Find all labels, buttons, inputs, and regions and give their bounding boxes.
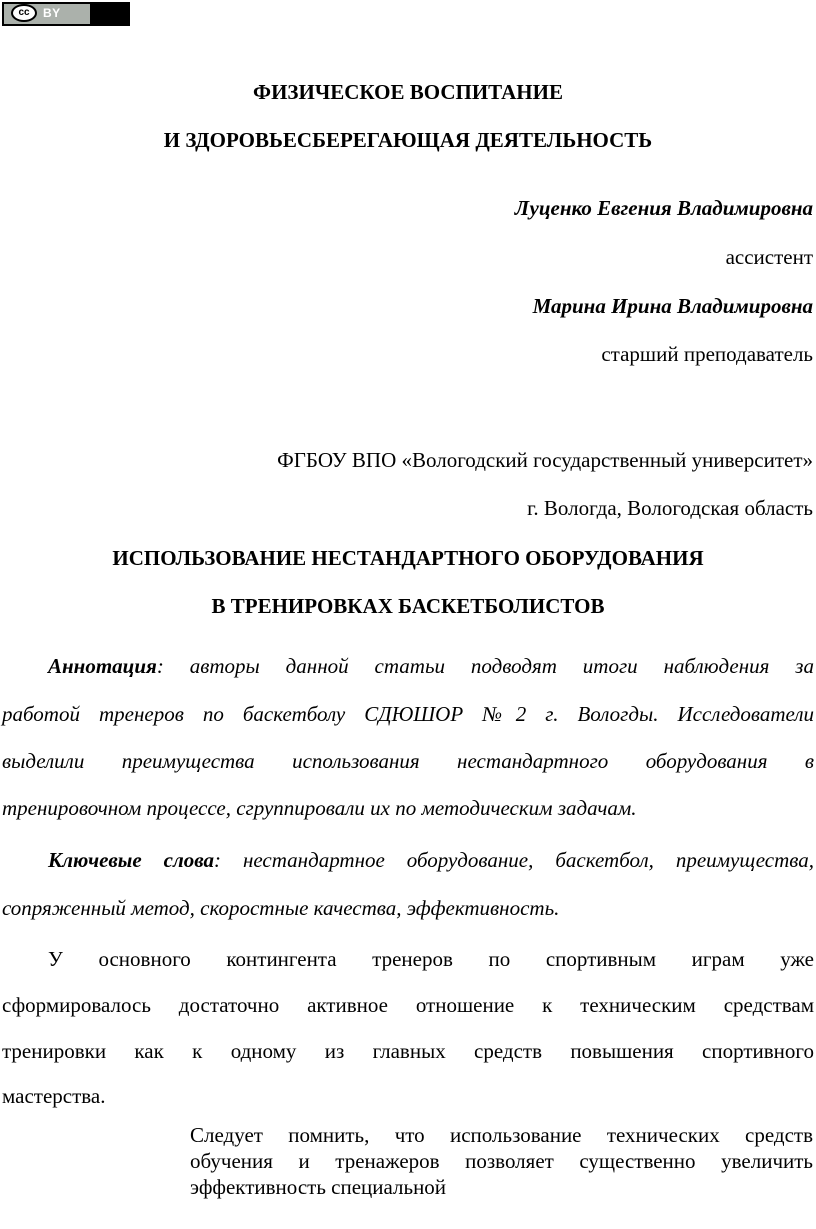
author-position-1: ассистент (725, 245, 813, 269)
author-position-2: старший преподаватель (601, 342, 813, 366)
affiliation-org: ФГБОУ ВПО «Вологодский государственный университет» (277, 448, 813, 472)
affiliation-city: г. Вологда, Вологодская область (527, 496, 813, 520)
quote-line-1: Следует помнить, что использование технических средств (190, 1123, 813, 1147)
body-line-3: тренировки как к одному из главных средств повышения спортивного (2, 1039, 814, 1063)
body-line-2: сформировалось достаточно активное отношение к техническим средствам (2, 993, 814, 1017)
article-title-line-1: ИСПОЛЬЗОВАНИЕ НЕСТАНДАРТНОГО ОБОРУДОВАНИЯ (112, 546, 704, 570)
keywords-text-1: : нестандартное оборудование, баскетбол, преимущества, (214, 848, 815, 872)
abstract-label: Аннотация (48, 654, 157, 678)
conference-title-line-1: ФИЗИЧЕСКОЕ ВОСПИТАНИЕ (253, 80, 563, 104)
abstract-line-3: выделили преимущества использования нестандартного оборудования в (2, 749, 814, 773)
quote-block (190, 1122, 813, 1200)
cc-icon: cc (11, 4, 37, 22)
cc-by-license-badge (2, 2, 130, 26)
quote-line-3: эффективность специальной (190, 1175, 447, 1199)
abstract-text-1: : авторы данной статьи подводят итоги наблюдения за (156, 654, 814, 678)
abstract-line-1 (48, 654, 814, 678)
quote-line-2: обучения и тренажеров позволяет существенно увеличить (190, 1149, 813, 1173)
keywords-line-2: сопряженный метод, скоростные качества, эффективность. (2, 896, 560, 920)
body-line-4: мастерства. (2, 1084, 106, 1108)
body-line-1: У основного контингента тренеров по спортивным играм уже (48, 947, 814, 971)
article-title-line-2: В ТРЕНИРОВКАХ БАСКЕТБОЛИСТОВ (211, 594, 605, 618)
conference-title-line-2: И ЗДОРОВЬЕСБЕРЕГАЮЩАЯ ДЕЯТЕЛЬНОСТЬ (163, 128, 653, 152)
by-label: BY (43, 6, 61, 20)
keywords-line-1 (48, 848, 814, 872)
author-name-2: Марина Ирина Владимировна (532, 294, 813, 318)
keywords-label: Ключевые слова (48, 848, 214, 872)
abstract-line-4: тренировочном процессе, сгруппировали их по методическим задачам. (2, 796, 637, 820)
abstract-line-2: работой тренеров по баскетболу СДЮШОР №2 г. Вологды. Исследователи (2, 702, 814, 726)
author-name-1: Луценко Евгения Владимировна (514, 196, 813, 220)
